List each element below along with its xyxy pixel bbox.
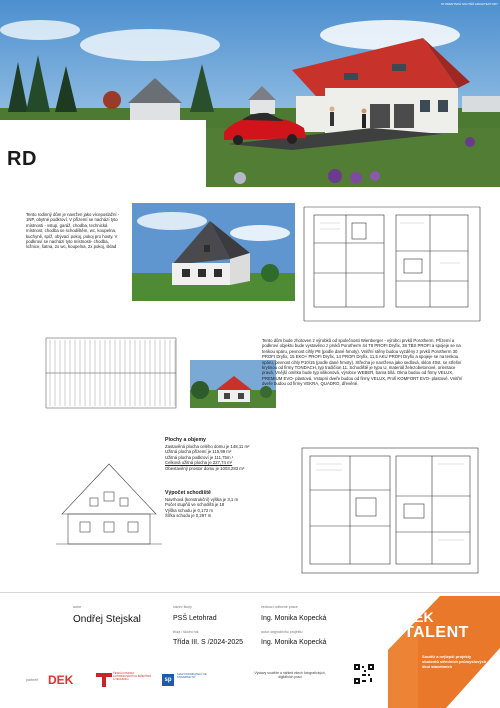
sps-logo-mark: sp	[162, 674, 174, 686]
floor-plan-attic	[296, 442, 484, 579]
area-line: Celková užitná plocha je 227,74 m²	[165, 460, 233, 466]
author-label: autor	[73, 605, 82, 609]
project-title: RD	[7, 148, 37, 170]
qr-caption: Výstavy soutěže a náhled všech fotografických, digitálních prací	[254, 671, 326, 680]
roof-framing-plan	[36, 330, 186, 416]
author-name: Ondřej Stejskal	[73, 614, 141, 625]
czech-chamber-logo: ČESKÁ KOMORA AUTORIZOVANÝCH INŽENÝRŮ A TECHNIKŮ	[113, 672, 151, 682]
stairs-heading: Výpočet schodiště	[165, 490, 211, 496]
stairs-line: Počet stupňů ve schodišti je 18	[165, 502, 225, 508]
footer-divider	[0, 592, 500, 593]
school-label: název školy	[173, 605, 192, 609]
floor-plan-ground	[300, 203, 484, 331]
school-name: PSŠ Letohrad	[173, 615, 217, 622]
class-year: Třída III. S /2024-2025	[173, 639, 244, 646]
materials-description: Tento dům bude zhotoven z výrobků od společnosti Wienberger - výrobci prvků Porotherm. Přízemí a podkroví objektu bude vystavěno z prvků Porotherm 44 T8 PROFI Dryfix, 38 TBS PROFI a spojeje se na tenkou spáru, pevnost cihly P8 (podle dané hmoty). Vnitřní stěny budou vyzděny z prvků Porotherm 30 PROFI Dryfix, 15 EKO+ PROFI Dryfix, 14 PROFI Dryfix, 11,5 AKU PROFI Dryfix a spojeje se na tenkou spáru, pevnost cihly P10/15 (podle dané hmoty). Střecha je navržena jako sedlová, sklon 40st. se střešní krytinou od firmy TONDACH, typ tradičion 11. Schodiště je typu U, materiál železobetonové, orientace pravá. Vnější omítka bude typ silikonová, výrobce WEBER, barva bílá. Okna budou od firmy VELUX, PREMIUM EVO- plastová. Vstupní dveře budou od firmy VELUX, Profi KOMFORT EVO- plastové. Vnitřní dveře budou od firmy VEKRA, QUADRO, dřevěné.	[262, 338, 463, 387]
consultant-name: Ing. Monika Kopecká	[261, 639, 327, 646]
teacher-name: Ing. Monika Kopecká	[261, 615, 327, 622]
class-label: třída / školní rok	[173, 630, 199, 634]
sps-logo-text: SVAZ PODNIKATELŮ VE STAVEBNICTVÍ	[177, 673, 207, 680]
areas-heading: Plochy a objemy	[165, 437, 206, 443]
dek-logo: DEK	[48, 673, 74, 687]
talent-dek-text: DEK	[404, 609, 434, 625]
consultant-label: autor originálního projektu	[261, 630, 303, 634]
tstart-logo-mark	[96, 673, 112, 687]
qr-code[interactable]	[354, 664, 374, 684]
talent-caption: Soutěž a nejlepší projekty studentů středních průmyslových škol stavebních	[422, 654, 487, 669]
teacher-label: vedoucí odborné práce	[261, 605, 298, 609]
stairs-line: Výška schodu je 0,172 m	[165, 507, 214, 513]
elevation-drawing	[54, 456, 164, 554]
partners-label: partneři	[26, 678, 39, 682]
house-render-side	[132, 203, 295, 301]
area-line: Zastavěná plocha celého domu je 148,11 m²	[165, 444, 250, 449]
talent-title-text: TALENT	[404, 624, 469, 641]
house-description: Tento rodinný dům je navržen jako víceposlažní - 1NP, obytné podkroví. V přízemí se nachází tyto místnosti - vstup, garáž, chodba, technická místnost, chodba se schodištěm, wc, koupelna, kuchyně, spíž, obývací pokoj, pokoj pro hosty. V podkroví se nachází tyto místnosti- chodba, ložnice, šatna, 2x wc, koupelna, 2x pokoj, sklad	[26, 212, 120, 250]
area-line: Obestavěný prostor domu je 1003,283 m³	[165, 465, 245, 471]
competition-tag: STUDENTSKÁ SOUTĚŽ ARCHITEKTURY	[440, 2, 498, 6]
area-line: Užitná plocha podkroví je 111,75m ²	[165, 454, 234, 460]
area-line: Užitná plocha přízemí je 115,99 m²	[165, 449, 232, 455]
stairs-section	[165, 490, 295, 519]
stairs-line: Šířka schodu je 0,297 m	[165, 513, 212, 519]
stairs-line: Navrhová (konstrukční) výška je 3,1 m	[165, 497, 239, 502]
title-panel	[0, 120, 206, 188]
areas-section	[165, 437, 295, 471]
